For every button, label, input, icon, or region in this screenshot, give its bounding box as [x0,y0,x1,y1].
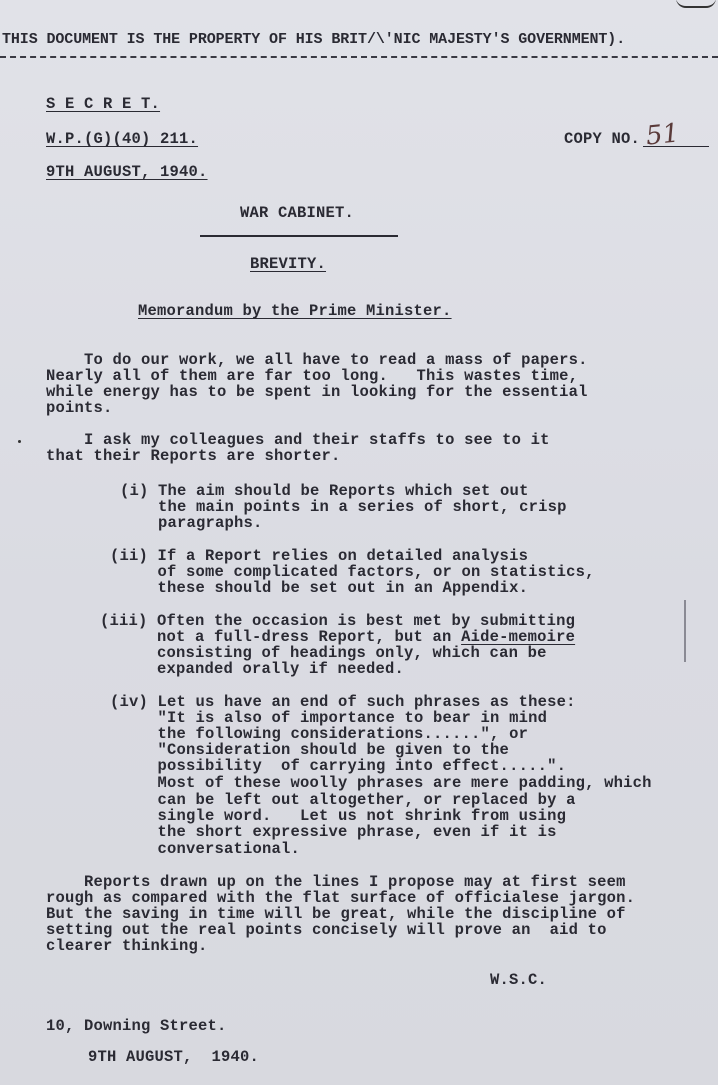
paragraph-line: I ask my colleagues and their staffs to see to it [46,431,550,449]
point-line: the short expressive phrase, even if it is [110,823,557,841]
paragraph-line: Reports drawn up on the lines I propose may at first seem [46,873,626,891]
point-line: of some complicated factors, or on statistics, [110,563,595,581]
point-line: Most of these woolly phrases are mere padding, which [110,774,652,792]
copy-number-handwritten: 51 [644,118,681,152]
cabinet-title: WAR CABINET. [240,204,355,222]
property-notice: THIS DOCUMENT IS THE PROPERTY OF HIS BRIT/\'NIC MAJESTY'S GOVERNMENT). [2,31,626,48]
title-rule [200,235,398,237]
stray-mark [18,440,21,443]
reference-number: W.P.(G)(40) 211. [46,130,199,148]
point-line: (iv) Let us have an end of such phrases as these: [110,693,576,711]
memorandum-title: Memorandum by the Prime Minister. [138,302,452,320]
point-line: paragraphs. [120,514,263,532]
paragraph-line: Nearly all of them are far too long. This wastes time, [46,367,579,385]
point-line: "It is also of importance to bear in mind [110,709,548,727]
point-line: (i) The aim should be Reports which set out [120,482,529,500]
address: 10, Downing Street. [46,1017,227,1035]
footer-date: 9TH AUGUST, 1940. [88,1048,260,1066]
signature-initials: W.S.C. [490,971,548,989]
paragraph-line: while energy has to be spent in looking for the essential [46,383,588,401]
point-line: (ii) If a Report relies on detailed analysis [110,547,529,565]
subject-title: BREVITY. [250,255,327,273]
paragraph-line: points. [46,399,113,417]
document-date: 9TH AUGUST, 1940. [46,163,208,181]
corner-pen-mark [676,0,716,8]
point-line: expanded orally if needed. [100,660,405,678]
paragraph-line: clearer thinking. [46,937,208,955]
point-line: the main points in a series of short, crisp [120,498,567,516]
point-line: can be left out altogether, or replaced by a [110,791,576,809]
point-line: consisting of headings only, which can be [100,644,547,662]
classification: S E C R E T. [46,95,161,113]
paragraph-line: that their Reports are shorter. [46,447,341,465]
point-line: "Consideration should be given to the [110,741,510,759]
point-line: the following considerations......", or [110,725,529,743]
copy-number-line [643,146,709,147]
header-dashed-rule [0,56,718,58]
point-text: not a full-dress Report, but an [100,628,462,646]
copy-label: COPY NO. [564,130,641,148]
paragraph-line: To do our work, we all have to read a mass of papers. [46,351,588,369]
paragraph-line: But the saving in time will be great, while the discipline of [46,905,626,923]
point-line: possibility of carrying into effect.....". [110,757,567,775]
paragraph-line: setting out the real points concisely will prove an aid to [46,921,607,939]
point-line: single word. Let us not shrink from using [110,807,567,825]
point-line: conversational. [110,840,301,858]
point-line: (iii) Often the occasion is best met by submitting [100,612,576,630]
point-line [100,629,575,645]
margin-mark [684,600,686,662]
aide-memoire-term: Aide-memoire [461,628,576,646]
paragraph-line: rough as compared with the flat surface of officialese jargon. [46,889,636,907]
point-line: these should be set out in an Appendix. [110,579,529,597]
